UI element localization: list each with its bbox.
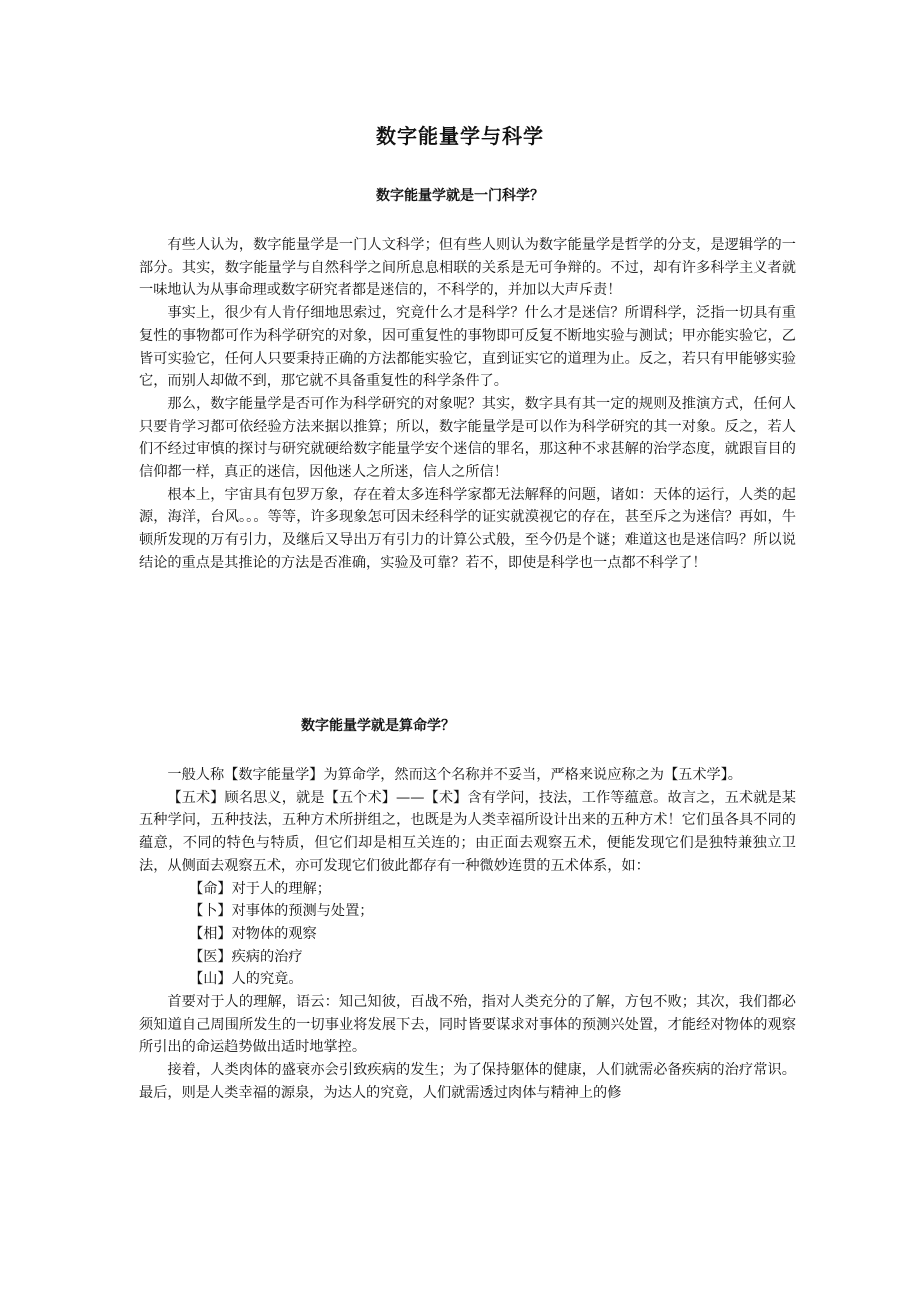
paragraph: 那么，数字能量学是否可作为科学研究的对象呢？其实，数字具有其一定的规则及推演方式，任何人只要肯学习都可依经验方法来据以推算；所以，数字能量学是可以作为科学研究的其一对象。反之，若人们不经过审慎的探讨与研究就硬给数字能量学安个迷信的罪名，那这种不求甚解的治学态度，就跟盲目的信仰都一样，真正的迷信，因他迷人之所迷，信人之所信！ xyxy=(139,395,796,481)
paragraph: 首要对于人的理解，语云：知己知彼，百战不殆，指对人类充分的了解，方包不败；其次，我们都必须知道自己周围所发生的一切事业将发展下去，同时皆要谋求对事体的预测兴处置，才能经对物体的观察所引出的命运趋势做出适时地掌控。 xyxy=(139,994,796,1056)
section-body-fortune-telling xyxy=(139,764,796,1105)
paragraph: 【五术】顾名思义，就是【五个术】——【术】含有学问，技法，工作等蕴意。故言之，五术就是某五种学问，五种技法，五种方术所拼组之，也既是为人类幸福所设计出来的五种方术！它们虽各具不同的蕴意，不同的特色与特质，但它们却是相互关连的；由正面去观察五术，便能发现它们是独特兼独立卫法，从侧面去观察五术，亦可发现它们彼此都存有一种微妙连贯的五术体系，如： xyxy=(139,789,796,874)
paragraph: 事实上，很少有人肯仔细地思索过，究竟什么才是科学？什么才是迷信？所谓科学，泛指一切具有重复性的事物都可作为科学研究的对象，因可重复性的事物即可反复不断地实验与测试；甲亦能实验它，乙皆可实验它，任何人只要秉持正确的方法都能实验它，直到证实它的道理为止。反之，若只有甲能够实验它，而别人却做不到，那它就不具备重复性的科学条件了。 xyxy=(139,305,796,390)
section-body-science xyxy=(139,234,796,575)
list-item: 【医】疾病的治疗 xyxy=(189,948,303,965)
paragraph: 接着，人类肉体的盛衰亦会引致疾病的发生；为了保持躯体的健康，人们就需必备疾病的治疗常识。最后，则是人类幸福的源泉，为达人的究竟，人们就需透过肉体与精神上的修 xyxy=(139,1062,796,1101)
paragraph: 有些人认为，数字能量学是一门人文科学；但有些人则认为数字能量学是哲学的分支，是逻辑学的一部分。其实，数字能量学与自然科学之间所息息相联的关系是无可争辩的。不过，却有许多科学主义者就一味地认为从事命理或数字研究者都是迷信的，不科学的，并加以大声斥责！ xyxy=(139,237,796,299)
list-item: 【山】人的究竟。 xyxy=(189,971,303,988)
list-item: 【相】对物体的观察 xyxy=(189,925,317,942)
section-heading-fortune-telling: 数字能量学就是算命学？ xyxy=(301,718,455,734)
list-item: 【命】对于人的理解； xyxy=(189,880,331,897)
paragraph: 一般人称【数字能量学】为算命学，然而这个名称并不妥当，严格来说应称之为【五术学】。 xyxy=(167,767,742,783)
section-heading-science: 数字能量学就是一门科学？ xyxy=(376,188,544,204)
document-title: 数字能量学与科学 xyxy=(376,124,544,148)
paragraph: 根本上，宇宙具有包罗万象，存在着太多连科学家都无法解释的问题，诸如：天体的运行，人类的起源，海洋，台风。。。等等，许多现象怎可因未经科学的证实就漠视它的存在，甚至斥之为迷信？再如，牛顿所发现的万有引力，及继后又导出万有引力的计算公式般，至今仍是个谜；难道这也是迷信吗？所以说结论的重点是其推论的方法是否准确，实验及可靠？若不，即使是科学也一点都不科学了！ xyxy=(139,486,796,571)
list-item: 【卜】对事体的预测与处置； xyxy=(189,903,374,920)
